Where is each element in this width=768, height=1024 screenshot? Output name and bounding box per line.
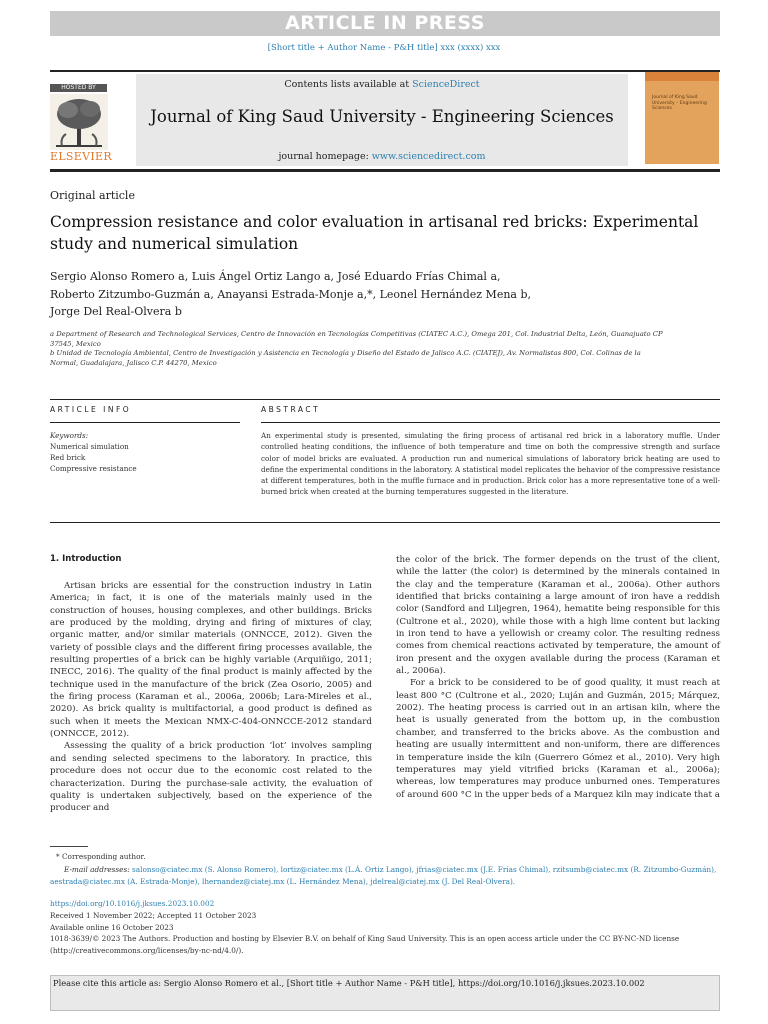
author-list	[50, 268, 720, 321]
journal-title: Journal of King Saud University - Engineering Sciences	[150, 107, 614, 126]
info-sub-rule	[50, 422, 240, 423]
email-label: E-mail addresses:	[64, 865, 130, 874]
elsevier-tree-logo	[50, 94, 108, 150]
publication-info	[50, 898, 720, 957]
copyright-notice: 1018-3639/© 2023 The Authors. Production and hosting by Elsevier B.V. on behalf of King Saud University. This is an open access article under the CC BY-NC-ND license (http://creativecommons.org/licenses/by-nc-nd/4.0/).	[50, 934, 680, 956]
article-type: Original article	[50, 189, 135, 202]
introduction-heading: 1. Introduction	[50, 554, 122, 564]
journal-cover-image	[645, 72, 719, 164]
journal-homepage-line	[136, 151, 628, 162]
affiliations	[50, 330, 670, 368]
abstract-bottom-rule	[50, 522, 720, 523]
elsevier-logo-word: ELSEVIER	[50, 150, 112, 163]
email-footnote	[50, 864, 720, 888]
corresponding-author-note: * Corresponding author.	[56, 852, 146, 861]
contents-prefix: Contents lists available at	[284, 79, 413, 90]
info-top-rule	[50, 399, 720, 400]
author-line: Roberto Zitzumbo-Guzmán a, Anayansi Estrada-Monje a,*, Leonel Hernández Mena b,	[50, 287, 532, 301]
email-addresses[interactable]: salonso@ciatec.mx (S. Alonso Romero), lortiz@ciatec.mx (L.Á. Ortiz Lango), jfrias@ciatec.mx (J.E. Frías Chimal), rzitsumb@ciatec.mx (R. Zitzumbo-Guzmán), aestrada@ciatec.mx (A. Estrada-Monje), lhernandez@ciatej.mx (L. Hernández Mena), jdelreal@ciatej.mx (J. Del Real-Olvera).	[50, 865, 717, 886]
body-paragraph: Assessing the quality of a brick production ‘lot’ involves sampling and sending selected specimens to the laboratory. In practice, this procedure does not occur due to the economic cost related to the characterization. During the purchase-sale activity, the evaluation of quality is undertaken subjectively, based on the experience of the producer and	[50, 741, 372, 814]
body-paragraph: Artisan bricks are essential for the construction industry in Latin America; in fact, it is one of the materials mainly used in the construction of houses, housing complexes, and other buildings. Bricks are produced by the molding, drying and firing of mixtures of clay, organic matter, and/or similar materials (ONNCCE, 2012). Given the variety of possible clays and the different firing processes available, the resulting properties of a brick can be highly variable (Arquiñigo, 2011; INECC, 2016). The quality of the final product is mainly affected by the technique used in the manufacture of the brick (Zea Osorio, 2005) and the firing process (Karaman et al., 2006a, 2006b; Lara-Mireles et al., 2020). As brick quality is multifactorial, a good product is defined as such when it meets the Mexican NMX-C-404-ONNCCE-2012 standard (ONNCCE, 2012).	[50, 581, 372, 740]
author-line: Jorge Del Real-Olvera b	[50, 305, 182, 318]
body-column-left	[50, 580, 372, 815]
sciencedirect-link[interactable]: ScienceDirect	[412, 79, 480, 90]
cite-this-article-text: Please cite this article as: Sergio Alonso Romero et al., [Short title + Author Name - P&H title], https://doi.org/10.1016/j.jksues.2023.10.002	[53, 978, 645, 988]
body-paragraph: the color of the brick. The former depends on the trust of the client, while the latter (the color) is determined by the minerals contained in the clay and the temperature (Karaman et al., 2006a). Other authors identified that bricks containing a large amount of iron have a reddish color (Sandford and Liljegren, 1964), hematite being responsible for this (Cultrone et al., 2020), while those with a high lime content but lacking in iron tend to have a yellowish or creamy color. The resulting redness comes from chemical reactions activated by temperature, the amount of iron present and the oxygen available during the process (Karaman et al., 2006a).	[396, 555, 720, 677]
header-bottom-rule	[50, 169, 720, 172]
author-line: Sergio Alonso Romero a, Luis Ángel Ortiz Lango a, José Eduardo Frías Chimal a,	[50, 270, 501, 283]
short-citation[interactable]: [Short title + Author Name - P&H title] xxx (xxxx) xxx	[267, 43, 501, 53]
keywords-label: Keywords:	[50, 431, 89, 440]
homepage-link[interactable]: www.sciencedirect.com	[371, 151, 486, 162]
body-paragraph: For a brick to be considered to be of good quality, it must reach at least 800 °C (Cultrone et al., 2020; Luján and Guzmán, 2015; Márquez, 2002). The heating process is carried out in an artisan kiln, where the heat is usually generated from the bottom up, in the combustion chamber, and transferred to the bricks above. As the combustion and heating are usually intermittent and non-uniform, there are differences in temperature inside the kiln (Guerrero Gómez et al., 2010). Very high temperatures may yield vitrified bricks (Karaman et al., 2006a); whereas, low temperatures may produce unburned ones. Temperatures of around 600 °C in the upper beds of a Marquez kiln may indicate that a	[396, 678, 720, 800]
journal-cover-text: Journal of King Saud University – Engineering Sciences	[652, 95, 707, 111]
contents-list-line	[136, 79, 628, 90]
keywords-block	[50, 430, 240, 474]
received-dates: Received 1 November 2022; Accepted 11 October 2023	[50, 910, 257, 920]
keyword-item: Red brick	[50, 453, 86, 462]
keyword-item: Numerical simulation	[50, 442, 129, 451]
doi-link[interactable]: https://doi.org/10.1016/j.jksues.2023.10.002	[50, 899, 215, 908]
article-title: Compression resistance and color evaluation in artisanal red bricks: Experimental study and numerical simulation	[50, 213, 699, 253]
article-info-heading: ARTICLE INFO	[50, 405, 132, 414]
footnote-rule	[50, 846, 88, 847]
abstract-sub-rule	[261, 422, 720, 423]
abstract-heading: ABSTRACT	[261, 405, 321, 414]
affiliation-a: a Department of Research and Technological Services, Centro de Innovación en Tecnologías Competitivas (CIATEC A.C.), Omega 201, Col. Industrial Delta, León, Guanajuato CP 37545, Mexico	[50, 330, 663, 348]
hosted-by-label: HOSTED BY	[50, 84, 107, 92]
journal-cover-strip	[645, 72, 719, 81]
affiliation-b: b Unidad de Tecnología Ambiental, Centro de Investigación y Asistencia en Tecnología y Diseño del Estado de Jalisco A.C. (CIATEJ), Av. Normalistas 800, Col. Colinas de la Normal, Guadalajara, Jalisco C.P. 44270, Mexico	[50, 349, 641, 367]
body-column-right	[396, 554, 720, 801]
available-online-date: Available online 16 October 2023	[50, 922, 174, 932]
keyword-item: Compressive resistance	[50, 464, 137, 473]
homepage-prefix: journal homepage:	[278, 151, 372, 162]
abstract-text: An experimental study is presented, simulating the firing process of artisanal red brick in a laboratory muffle. Under controlled heating conditions, the influence of both temperature and time on both the compressive strength and surface color of model bricks are evaluated. A production run and numerical simulations of laboratory brick heating are used to define the experimental conditions in the laboratory. A statistical model replicates the behavior of the compressive resistance at different temperatures, both in the muffle furnace and in production. Brick color has a more representative tone of a well-burned brick when created at the burning temperatures suggested in the literature.	[261, 431, 720, 497]
header-top-rule	[50, 70, 720, 72]
article-in-press-banner: ARTICLE IN PRESS	[50, 11, 720, 36]
